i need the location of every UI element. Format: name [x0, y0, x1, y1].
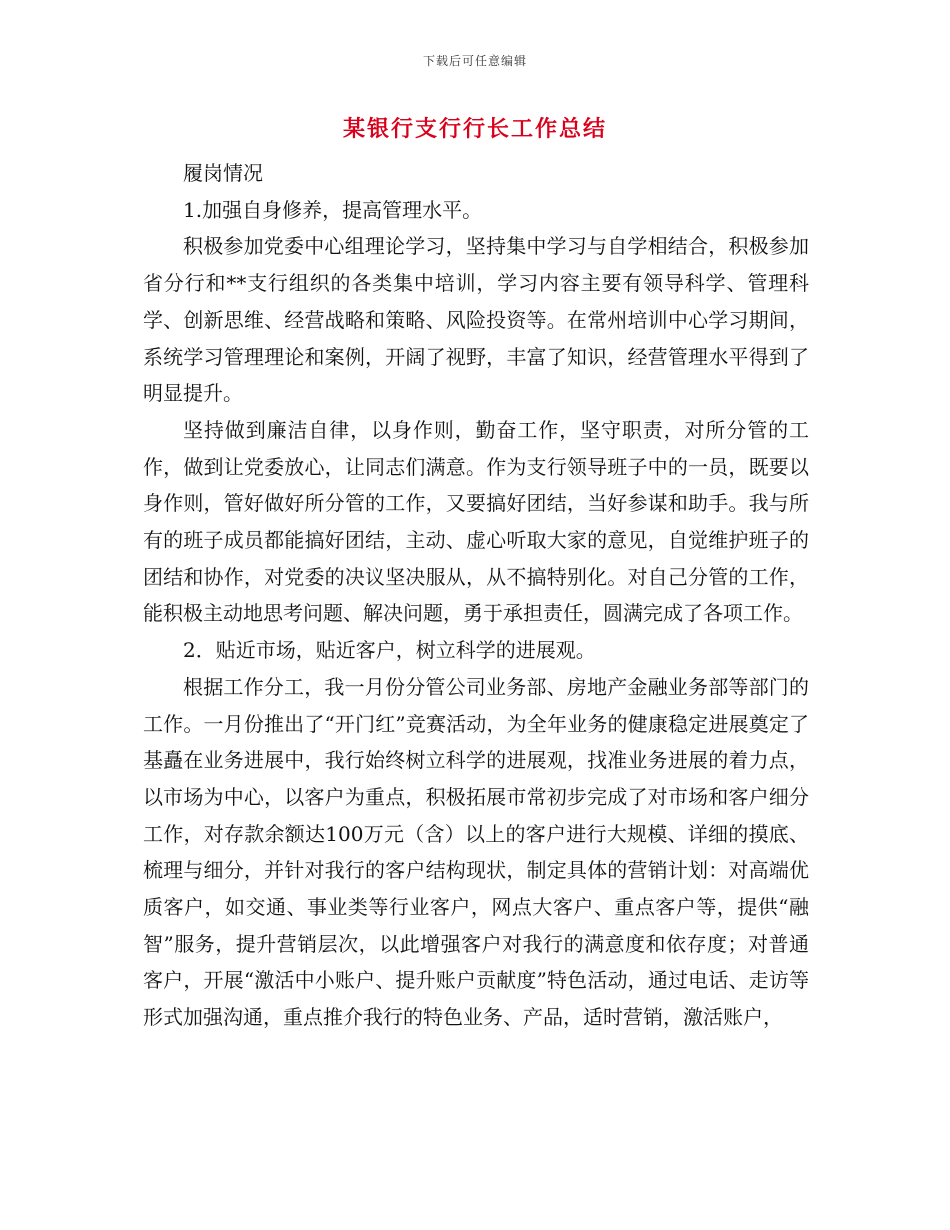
paragraph-study: 积极参加党委中心组理论学习，坚持集中学习与自学相结合，积极参加省分行和**支行组织的各类集中培训，学习内容主要有领导科学、管理科学、创新思维、经营战略和策略、风险投资等。在常州培训中心学习期间，系统学习管理理论和案例，开阔了视野，丰富了知识，经营管理水平得到了明显提升。: [143, 234, 809, 406]
document-title: 某银行支行行长工作总结: [342, 117, 607, 142]
section-heading-2: 2．贴近市场，贴近客户，树立科学的进展观。: [183, 638, 596, 663]
paragraph-market: 根据工作分工，我一月份分管公司业务部、房地产金融业务部等部门的工作。一月份推出了“开门红”竞赛活动，为全年业务的健康稳定进展奠定了基矗在业务进展中，我行始终树立科学的进展观，找准业务进展的着力点，以市场为中心，以客户为重点，积极拓展市常初步完成了对市场和客户细分工作，对存款余额达100万元（含）以上的客户进行大规模、详细的摸底、梳理与细分，并针对我行的客户结构现状，制定具体的营销计划：对高端优质客户，如交通、事业类等行业客户，网点大客户、重点客户等，提供“融智”服务，提升营销层次，以此增强客户对我行的满意度和依存度；对普通客户，开展“激活中小账户、提升账户贡献度”特色活动，通过电话、走访等形式加强沟通，重点推介我行的特色业务、产品，适时营销，激活账户，: [143, 674, 809, 1030]
section-heading-1: 1.加强自身修养，提高管理水平。: [183, 197, 483, 222]
paragraph-integrity: 坚持做到廉洁自律，以身作则，勤奋工作，坚守职责，对所分管的工作，做到让党委放心，让同志们满意。作为支行领导班子中的一员，既要以身作则，管好做好所分管的工作，又要搞好团结，当好参谋和助手。我与所有的班子成员都能搞好团结，主动、虚心听取大家的意见，自觉维护班子的团结和协作，对党委的决议坚决服从，从不搞特别化。对自己分管的工作，能积极主动地思考问题、解决问题，勇于承担责任，圆满完成了各项工作。: [143, 417, 809, 626]
header-note: 下载后可任意编辑: [422, 54, 527, 68]
section-heading-duty: 履岗情况: [183, 161, 263, 185]
document-body: [143, 155, 809, 1036]
